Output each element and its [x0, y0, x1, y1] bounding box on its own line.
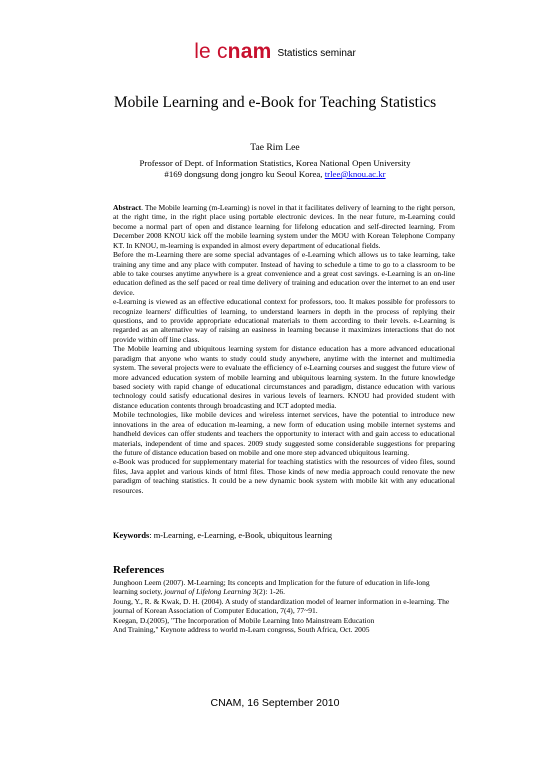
reference-item: Keegan, D.(2005), "The Incorporation of Mobile Learning Into Mainstream Education [113, 615, 375, 625]
abstract-paragraph: e-Learning is viewed as an effective educational context for professors, too. It makes possible for professors to recognize learners' difficulties of learning, to understand learners in depth in the process of replying their questions, and to provide appropriate educational materials to them according to their levels. e-Learning is regarded as an alternative way of raising an easiness in learning because it maximizes interactions that do not provide within off line class. [113, 297, 455, 344]
affiliation-line-2 [0, 169, 550, 180]
logo-text-le: le c [194, 40, 228, 63]
keywords-line [113, 531, 455, 540]
abstract-label: Abstract [113, 203, 142, 212]
references-list [113, 578, 455, 634]
page-header [0, 40, 550, 64]
cnam-logo [194, 40, 271, 63]
author-name: Tae Rim Lee [250, 142, 300, 153]
reference-text: Junghoon Leem (2007). M-Learning; Its concepts and Implication for the future of education in life-long learning society, [113, 578, 430, 597]
reference-item: And Training," Keynote address to world m-Learn congress, South Africa, Oct. 2005 [113, 625, 370, 635]
seminar-label: Statistics seminar [277, 48, 356, 59]
abstract-paragraph [113, 203, 455, 250]
abstract-paragraph: Before the m-Learning there are some special advantages of e-Learning which allows us to take learning, take training any time and any place with computer. Instead of having to schedule a time to go to a classroom to be able to take courses anytime anywhere is a great convenience and a great cost savings. e-Learning is an on-line education defined as the self paced or real time delivery of training and education over the internet to an end user device. [113, 250, 455, 297]
references-heading: References [113, 564, 165, 576]
affiliation [0, 158, 550, 180]
keywords-label: Keywords [113, 531, 150, 540]
reference-text: 3(2): 1-26. [250, 587, 286, 597]
reference-item: Joung, Y., R. & Kwak, D. H. (2004). A study of standardization model of learner information in e-learning. The journal of Korean Association of Computer Education, 7(4), 77~91. [113, 596, 450, 616]
address-text: #169 dongsung dong jongro ku Seoul Korea, [164, 169, 325, 179]
logo-text-nam: nam [227, 40, 272, 63]
reference-item [113, 578, 455, 597]
abstract-section [113, 203, 455, 495]
abstract-paragraph: Mobile technologies, like mobile devices and wireless internet services, have the potential to introduce new innovations in the area of education m-learning, a new form of education using mobile internet systems and handheld devices can offer students and teachers the opportunity to interact with and gain access to educational materials, independent of time and spaces. 2009 study suggested some considerable suggestions for preparing the future of distance education based on mobile and one more step advanced ubiquitous learning. [113, 410, 455, 457]
email-link[interactable]: trlee@knou.ac.kr [324, 169, 386, 179]
abstract-paragraph: The Mobile learning and ubiquitous learning system for distance education has a more advanced educational paradigm that anyone who wants to study could study anywhere, anytime with the internet and multimedia system. The several projects were to evaluate the efficiency of e-Learning courses and suggest the future view of more advanced education system of mobile learning and ubiquitous learning system. In the future knowledge based society with rapid change of educational circumstances and paradigm, distance education with various technology could satisfy educational desires in various levels of learners. KNOU had provided student with distance education contents through broadcasting and ICT adopted media. [113, 344, 455, 410]
paper-title: Mobile Learning and e-Book for Teaching Statistics [113, 94, 437, 111]
page-footer: CNAM, 16 September 2010 [210, 697, 340, 709]
affiliation-line-1: Professor of Dept. of Information Statistics, Korea National Open University [139, 158, 411, 168]
abstract-paragraph: e-Book was produced for supplementary material for teaching statistics with the resources of video files, sound files, Java applet and various kinds of html files. Those kinds of new media approach could renovate the new paradigm of teaching statistics. It could be a new dynamic book system with mobile kit with any educational resources. [113, 457, 455, 495]
keywords-text: : m-Learning, e-Learning, e-Book, ubiquitous learning [149, 531, 333, 540]
reference-journal: journal of Lifelong Learning [164, 587, 251, 597]
abstract-text: . The Mobile learning (m-Learning) is novel in that it facilitates delivery of learning to the right person, at the right time, in the right place using portable electronic devices. In the near future, m-Learning could become a normal part of open and distance learning for lifelong education and self-directed learning. From December 2008 KNOU kick off the mobile learning system under the MOU with Korean Telephone Company KT. In KNOU, m-learning is expanded in almost every department of educational fields. [113, 203, 455, 250]
